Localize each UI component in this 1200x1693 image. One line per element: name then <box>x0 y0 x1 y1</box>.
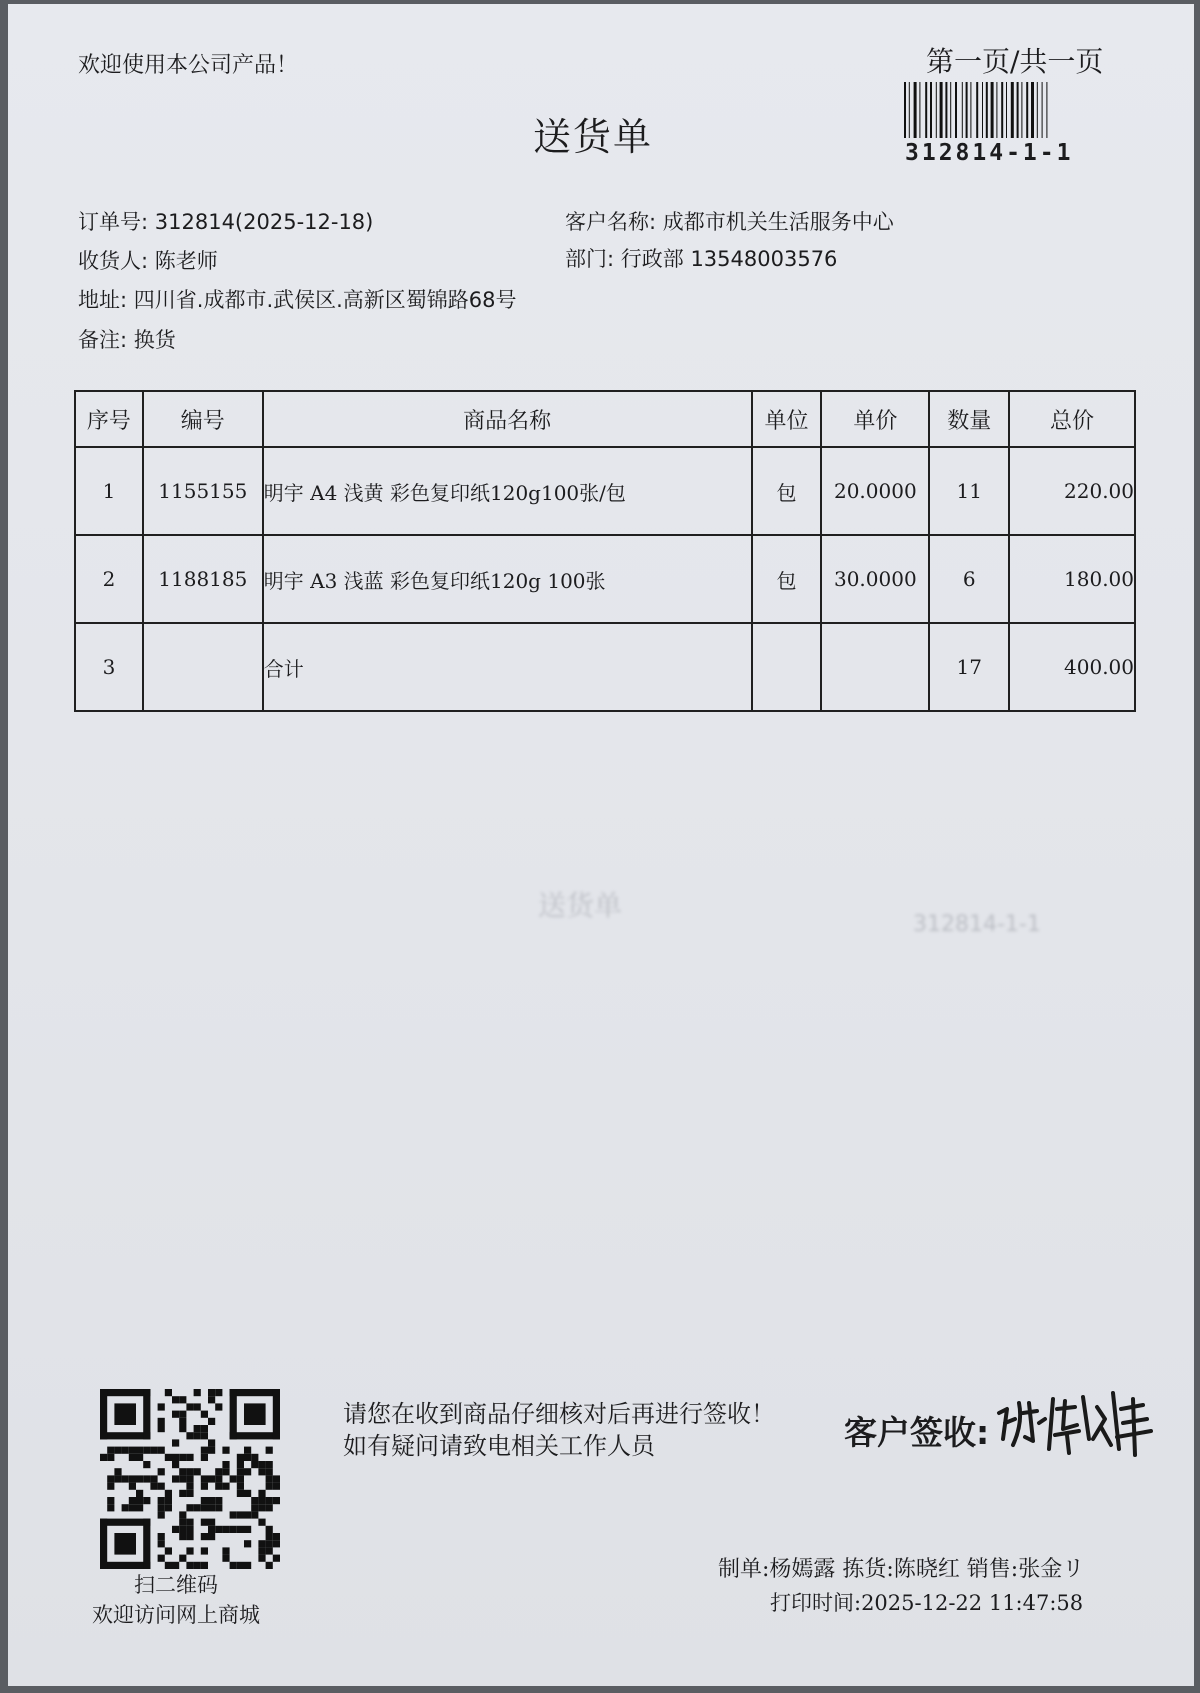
remark <box>78 324 176 354</box>
remark-label: 备注: <box>78 328 134 352</box>
document-title: 送货单 <box>533 115 654 159</box>
header-quantity: 数量 <box>929 391 1009 447</box>
header-unit: 单位 <box>752 391 822 447</box>
cell-unit-price: 20.0000 <box>821 447 929 535</box>
cell-index: 2 <box>75 535 143 623</box>
barcode-text: 312814-1-1 <box>905 140 1074 166</box>
welcome-text: 欢迎使用本公司产品！ <box>78 53 299 78</box>
cell-unit-price: 30.0000 <box>821 535 929 623</box>
header-unit-price: 单价 <box>821 391 929 447</box>
cell-quantity: 17 <box>929 623 1009 711</box>
show-through-barcode-text: 312814-1-1 <box>913 912 1041 937</box>
cell-code: 1188185 <box>143 535 263 623</box>
staff-line: 制单:杨嫣露 拣货:陈晓红 销售:张金リ <box>718 1557 1085 1582</box>
cell-unit <box>752 623 822 711</box>
cell-total: 180.00 <box>1009 535 1135 623</box>
cell-total: 400.00 <box>1009 623 1135 711</box>
cell-product-name: 合计 <box>263 623 752 711</box>
order-number-value: 312814(2025-12-18) <box>154 210 374 234</box>
cell-unit: 包 <box>752 447 822 535</box>
order-number-label: 订单号: <box>78 210 155 234</box>
address <box>78 284 517 314</box>
delivery-note <box>8 4 1194 1686</box>
items-table <box>74 390 1136 712</box>
receiver-value: 陈老师 <box>154 249 218 273</box>
cell-code <box>143 623 263 711</box>
receiver-label: 收货人: <box>78 249 155 273</box>
department-label: 部门: <box>565 247 621 271</box>
remark-value: 换货 <box>133 328 176 352</box>
cell-quantity: 6 <box>929 535 1009 623</box>
cell-quantity: 11 <box>929 447 1009 535</box>
order-number <box>78 206 373 236</box>
qr-caption-line-2: 欢迎访问网上商城 <box>92 1603 260 1627</box>
receiver <box>78 245 218 275</box>
table-row <box>75 535 1135 623</box>
cell-code: 1155155 <box>143 447 263 535</box>
address-label: 地址: <box>78 288 134 312</box>
cell-product-name: 明宇 A3 浅蓝 彩色复印纸120g 100张 <box>263 535 752 623</box>
cell-unit-price <box>821 623 929 711</box>
handwritten-signature <box>993 1379 1158 1459</box>
cell-index: 1 <box>75 447 143 535</box>
header-product-name: 商品名称 <box>263 391 752 447</box>
table-header-row <box>75 391 1135 447</box>
table-row-total <box>75 623 1135 711</box>
qr-caption <box>92 1570 260 1630</box>
customer-name <box>565 206 894 236</box>
department-value: 行政部 13548003576 <box>620 247 838 271</box>
customer-sign-label: 客户签收: <box>844 1413 990 1452</box>
cell-unit: 包 <box>752 535 822 623</box>
department <box>565 243 837 273</box>
header-total: 总价 <box>1009 391 1135 447</box>
customer-name-value: 成都市机关生活服务中心 <box>662 210 894 234</box>
customer-name-label: 客户名称: <box>565 210 663 234</box>
print-time: 打印时间:2025-12-22 11:47:58 <box>770 1591 1084 1615</box>
qr-code[interactable] <box>100 1389 280 1569</box>
table-row <box>75 447 1135 535</box>
cell-total: 220.00 <box>1009 447 1135 535</box>
cell-index: 3 <box>75 623 143 711</box>
address-value: 四川省.成都市.武侯区.高新区蜀锦路68号 <box>133 288 517 312</box>
cell-product-name: 明宇 A4 浅黄 彩色复印纸120g100张/包 <box>263 447 752 535</box>
header-code: 编号 <box>143 391 263 447</box>
receipt-notice: 请您在收到商品仔细核对后再进行签收！如有疑问请致电相关工作人员 <box>343 1400 775 1460</box>
qr-caption-line-1: 扫二维码 <box>134 1573 218 1597</box>
page-info: 第一页/共一页 <box>926 45 1104 78</box>
show-through-title: 送货单 <box>538 889 623 922</box>
barcode <box>904 82 1126 138</box>
header-index: 序号 <box>75 391 143 447</box>
